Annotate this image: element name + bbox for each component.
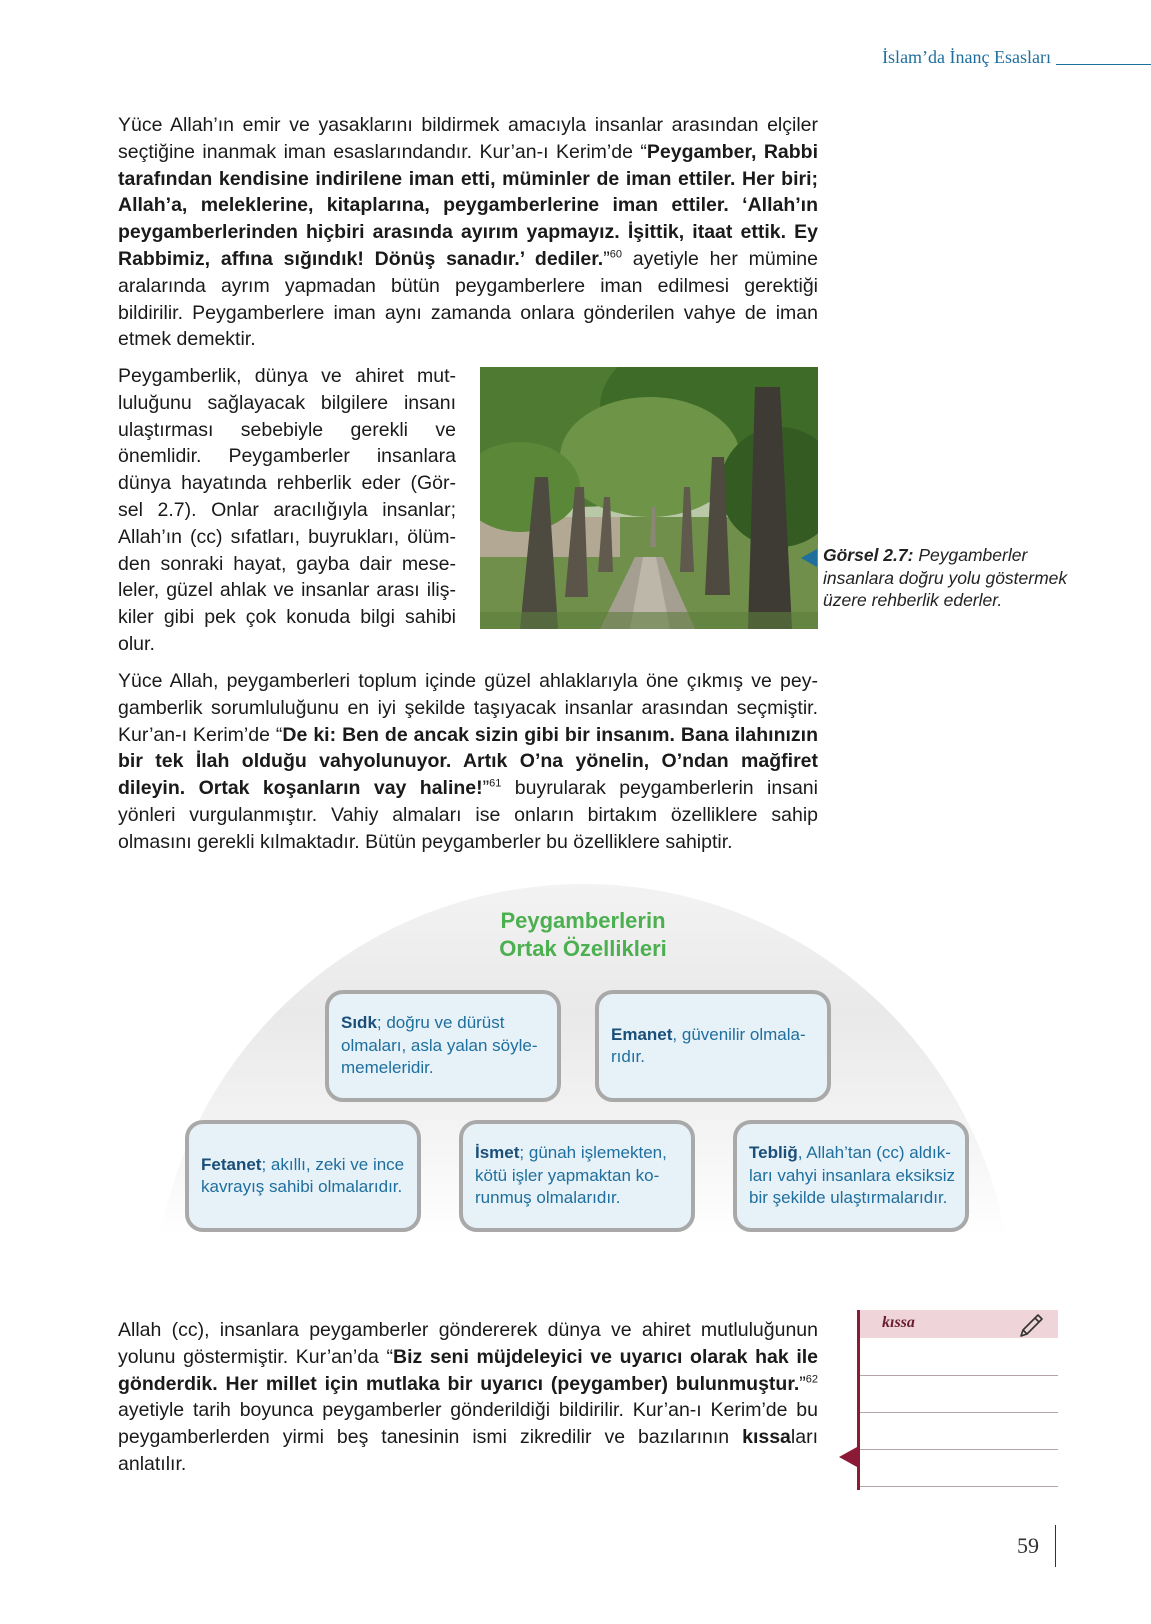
kissa-arrow-icon bbox=[839, 1447, 857, 1467]
tree-avenue-photo bbox=[480, 367, 818, 629]
pencil-icon bbox=[1016, 1311, 1046, 1339]
note-line bbox=[860, 1412, 1058, 1413]
tree-avenue-image bbox=[480, 367, 818, 629]
header-rule bbox=[1056, 64, 1151, 65]
note-line bbox=[860, 1449, 1058, 1450]
footnote-ref: 60 bbox=[609, 248, 622, 261]
note-line bbox=[860, 1375, 1058, 1376]
attribute-box-ismet: İsmet; günah işlemekten, kötü işler yapmaktan korunmuş olmalarıdır. bbox=[459, 1120, 695, 1232]
attribute-box-fetanet: Fetanet; akıllı, zeki ve ince kavrayış sahibi olmalarıdır. bbox=[185, 1120, 421, 1232]
figure-caption: Görsel 2.7: Peygamberler insanlara doğru yolu göstermek üzere rehberlik ederler. bbox=[823, 544, 1073, 612]
kissa-note-box bbox=[857, 1310, 1058, 1490]
footnote-ref: 62 bbox=[805, 1373, 818, 1386]
paragraph-messengers-sent: Allah (cc), insanlara peygamberler göndererek dünya ve ahiret mutluluğunun yolunu göstermiştir. Kur’an’da “Biz seni müjdeleyici ve uyarıcı olarak hak ile gönderdik. Her millet için mutlaka bir uyarıcı (peygamber) bulunmuştur.”$^{62}$ ayetiyle tarih boyunca peygamberler gönderildiği bildirilir. Kur’an-ı Kerim’de bu peygamberlerden yirmi beş tanesinin ismi zikredilir ve bazılarının kıssaları anlatılır. bbox=[118, 1319, 819, 1475]
page-number: 59 bbox=[1017, 1533, 1039, 1558]
note-line bbox=[860, 1486, 1058, 1487]
attribute-box-emanet: Emanet, güvenilir olmalarıdır. bbox=[595, 990, 831, 1102]
paragraph-prophets-belief: Yüce Allah’ın emir ve yasaklarını bildirmek amacıyla insanlar arasından elçiler seçtiğine inanmak iman esaslarındandır. Kur’an-ı Kerim’de “Peygamber, Rabbi tarafından kendisine indirilene iman etti, müminler de iman ettiler. Her biri; Allah’a, meleklerine, kitaplarına, peygamberlerine iman ettiler. ‘Allah’ın peygamberlerinden hiçbiri arasında ayırım yapmayız. İşittik, itaat ettik. Ey Rabbimiz, affına sığındık! Dönüş sanadır.’ dediler.”$^{60}$ ayetiyle her mümine aralarında ayrım yapmadan bütün peygamberlere iman edilmesi gerektiği bildirilir. Peygamberlere iman aynı zamanda onlara gönderilen vahye de iman etmek demektir. bbox=[118, 114, 818, 351]
caption-arrow-icon bbox=[801, 549, 817, 567]
kissa-header bbox=[860, 1310, 1058, 1338]
paragraph-prophethood: Peygamberlik, dünya ve ahiret mutluluğunu sağlayacak bilgilere insanı ulaştırması sebebiyle gerekli ve önemlidir. Peygamberler insanlara dünya hayatında rehberlik eder (Görsel 2.7). Onlar aracılığıyla insanlar; Allah’ın (cc) sıfatları, buyrukları, ölümden sonraki hayat, gayba dair meseleler, güzel ahlak ve insanlar arası ilişkiler gibi pek çok konuda bilgi sahibi olur. bbox=[118, 365, 456, 655]
kissa-title: kıssa bbox=[882, 1314, 915, 1331]
page-number-rule bbox=[1055, 1525, 1056, 1567]
chapter-title: İslam’da İnanç Esasları bbox=[882, 47, 1051, 67]
paragraph-chosen-prophets: Yüce Allah, peygamberleri toplum içinde güzel ahlaklarıyla öne çıkmış ve peygamberlik sorumluluğunu en iyi şekilde taşıyacak insanlar arasından seçmiştir. Kur’an-ı Kerim’de “De ki: Ben de ancak sizin gibi bir insanım. Bana ilahınızın bir tek İlah olduğu vahyolunuyor. Artık O’na yönelin, O’ndan mağfiret dileyin. Ortak koşanların vay haline!”$^{61}$ buyrularak peygamberlerin insani yönleri vurgulanmıştır. Vahiy almaları ise onların birtakım özelliklere sahip olmasını gerekli kılmaktadır. Bütün peygamberler bu özelliklere sahiptir. bbox=[118, 670, 818, 853]
running-header bbox=[831, 47, 1151, 71]
attribute-box-teblig: Tebliğ, Allah’tan (cc) aldıkları vahyi insanlara eksiksiz bir şekilde ulaştırmalarıdır. bbox=[733, 1120, 969, 1232]
attribute-box-sidk: Sıdk; doğru ve dürüst olmaları, asla yalan söylememeleridir. bbox=[325, 990, 561, 1102]
footnote-ref: 61 bbox=[489, 777, 502, 790]
diagram-title: Peygamberlerin Ortak Özellikleri bbox=[499, 908, 667, 961]
